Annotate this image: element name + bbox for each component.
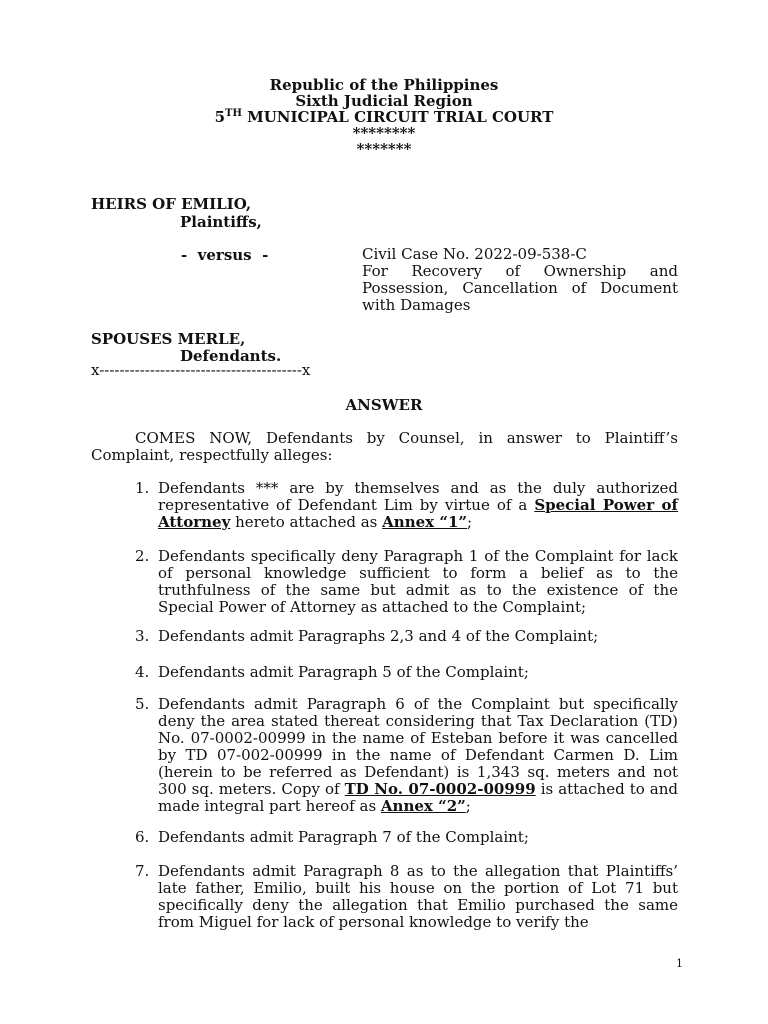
header-line-region: Sixth Judicial Region	[295, 92, 473, 110]
item-text	[158, 480, 678, 531]
case-details	[362, 246, 678, 314]
plaintiffs-role: Plaintiffs,	[180, 213, 262, 231]
item-number: 3.	[135, 627, 150, 645]
item-text-part: Defendants *** are by themselves and as the duly authorized representative of Defendant Lim by virtue of a	[158, 479, 678, 514]
annex-2-reference: Annex “2”	[380, 797, 466, 815]
case-nature: For Recovery of Ownership and Possession, Cancellation of Document with Damages	[362, 262, 678, 314]
item-text-part: hereto attached as	[230, 513, 383, 531]
item-number: 7.	[135, 862, 150, 880]
document-title: ANSWER	[345, 396, 423, 414]
item-text: Defendants admit Paragraphs 2,3 and 4 of the Complaint;	[158, 627, 599, 645]
defendants-name: SPOUSES MERLE,	[91, 330, 246, 348]
item-text-part: ;	[465, 797, 471, 815]
item-text	[158, 696, 678, 815]
court-number-suffix: TH	[225, 108, 242, 119]
item-number: 2.	[135, 547, 150, 565]
item-number: 6.	[135, 828, 150, 846]
list-item	[91, 628, 678, 645]
list-item	[91, 829, 678, 846]
header-line-republic: Republic of the Philippines	[269, 76, 499, 94]
item-text: Defendants admit Paragraph 8 as to the allegation that Plaintiffs’ late father, Emilio, built his house on the portion of Lot 71 but specifically deny the allegation that Emilio purchased the same from Miguel for lack of personal knowledge to verify the	[158, 862, 678, 931]
item-number: 4.	[135, 663, 150, 681]
plaintiffs-name: HEIRS OF EMILIO,	[91, 195, 252, 213]
header-stars-1: ********	[352, 124, 416, 142]
page-number: 1	[676, 957, 683, 970]
item-text: Defendants admit Paragraph 7 of the Complaint;	[158, 828, 529, 846]
intro-paragraph: COMES NOW, Defendants by Counsel, in answer to Plaintiff’s Complaint, respectfully alleges:	[91, 429, 678, 464]
list-item	[91, 863, 678, 931]
header-stars-2: *******	[356, 140, 412, 158]
td-reference: TD No. 07-0002-00999	[344, 780, 536, 798]
spa-reference: Special Power of Attorney	[158, 496, 678, 531]
item-number: 1.	[135, 479, 150, 497]
item-number: 5.	[135, 695, 150, 713]
annex-1-reference: Annex “1”	[382, 513, 468, 531]
case-number: Civil Case No. 2022-09-538-C	[362, 245, 587, 263]
item-text: Defendants admit Paragraph 5 of the Complaint;	[158, 663, 529, 681]
caption-rule: x----------------------------------------x	[91, 361, 311, 379]
court-header	[0, 77, 768, 157]
item-text-part: ;	[467, 513, 473, 531]
defendants-role: Defendants.	[180, 347, 282, 365]
header-line-court	[0, 109, 768, 125]
versus-label: - versus -	[181, 246, 269, 264]
list-item	[91, 696, 678, 815]
court-number: 5	[214, 108, 225, 126]
list-item	[91, 664, 678, 681]
list-item	[91, 480, 678, 531]
item-text: Defendants specifically deny Paragraph 1 of the Complaint for lack of personal knowledge sufficient to form a belief as to the truthfulness of the same but admit as to the existence of the Special Power of Attorney as attached to the Complaint;	[158, 547, 678, 616]
list-item	[91, 548, 678, 616]
item-text-part: Defendants admit Paragraph 6 of the Complaint but specifically deny the area stated thereat considering that Tax Declaration (TD) No. 07-0002-00999 in the name of Esteban before it was cancelled by TD 07-002-00999 in the name of Defendant Carmen D. Lim (herein to be referred as Defendant) is 1,343 sq. meters and not 300 sq. meters. Copy of	[158, 695, 678, 798]
item-text-part: is attached to and made integral part hereof as	[158, 780, 678, 815]
court-name: MUNICIPAL CIRCUIT TRIAL COURT	[241, 108, 554, 126]
